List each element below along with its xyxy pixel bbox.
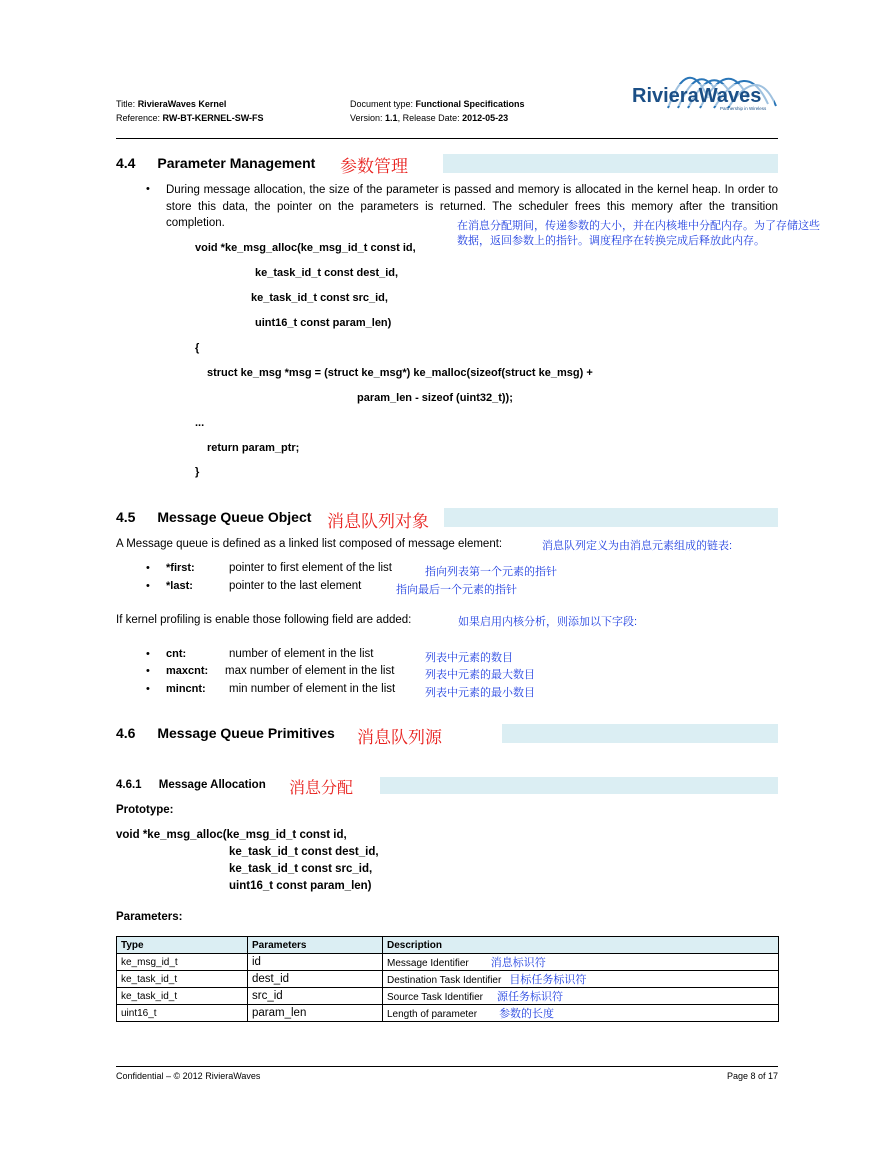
s45-profiling-cn: 如果启用内核分析，则添加以下字段: [458,616,638,628]
section-4-6-1-title-cn: 消息分配 [289,780,354,797]
table-cell: Message Identifier 消息标识符 [383,954,779,971]
table-header-row [117,937,779,954]
table-row [117,971,779,988]
code-line: ... [195,417,205,429]
proto-line: ke_task_id_t const dest_id, [229,846,379,858]
table-cell: dest_id [248,971,383,988]
header-title: Title: RivieraWaves Kernel [116,99,227,109]
field-desc: max number of element in the list [225,665,395,677]
code-line: param_len - sizeof (uint32_t)); [357,392,513,404]
bullet-dot: • [146,562,150,574]
field-cn: 列表中元素的最大数目 [425,669,535,681]
section-4-4-title-cn: 参数管理 [340,157,408,176]
header-doctype: Document type: Functional Specifications [350,99,525,109]
table-cell: Source Task Identifier 源任务标识符 [383,988,779,1005]
proto-line: void *ke_msg_alloc(ke_msg_id_t const id, [116,829,347,841]
table-header: Description [383,937,779,954]
table-cell: src_id [248,988,383,1005]
section-4-6-heading: 4.6 Message Queue Primitives [116,725,335,741]
parameters-label: Parameters: [116,911,183,923]
rivierawaves-logo [628,58,778,120]
code-line: uint16_t const param_len) [255,317,392,329]
table-cell: id [248,954,383,971]
table-cell: uint16_t [117,1005,248,1022]
field-name: mincnt: [166,683,206,695]
bullet-dot: • [146,183,150,195]
table-cell-cn: 源任务标识符 [496,991,563,1003]
prototype-label: Prototype: [116,804,174,816]
field-desc: min number of element in the list [229,683,396,695]
table-row [117,954,779,971]
bullet-dot: • [146,580,150,592]
code-line: void *ke_msg_alloc(ke_msg_id_t const id, [195,242,416,254]
table-cell-cn: 参数的长度 [499,1008,555,1020]
bullet-dot: • [146,648,150,660]
footer-rule [116,1066,778,1067]
field-desc: number of element in the list [229,648,374,660]
parameters-table [116,936,779,1022]
s45-profiling: If kernel profiling is enable those following field are added: [116,614,412,626]
table-cell: ke_msg_id_t [117,954,248,971]
field-cn: 列表中元素的最小数目 [425,687,535,699]
field-cn: 列表中元素的数目 [425,652,513,664]
field-cn: 指向列表第一个元素的指针 [425,566,557,578]
proto-line: uint16_t const param_len) [229,880,372,892]
section-4-5-title-cn: 消息队列对象 [327,512,429,531]
table-cell: param_len [248,1005,383,1022]
s45-intro: A Message queue is defined as a linked list composed of message element: [116,538,503,550]
field-desc: pointer to the last element [229,580,362,592]
table-cell-cn: 消息标识符 [490,957,546,969]
code-line: ke_task_id_t const src_id, [251,292,388,304]
s44-paragraph: During message allocation, the size of the parameter is passed and memory is allocated in the kernel heap. In order to store this data, the pointer on the parameters is returned. The scheduler frees this memory after the transition completion. [166,184,778,229]
table-header: Type [117,937,248,954]
header-version: Version: 1.1, Release Date: 2012-05-23 [350,113,509,123]
table-cell: Length of parameter 参数的长度 [383,1005,779,1022]
code-line: { [195,342,200,354]
table-cell: ke_task_id_t [117,971,248,988]
svg-text:Partnership in Wireless: Partnership in Wireless [720,106,767,111]
header-rule [116,138,778,139]
table-cell: Destination Task Identifier 目标任务标识符 [383,971,779,988]
footer-confidential: Confidential – © 2012 RivieraWaves [116,1071,261,1081]
code-line: return param_ptr; [207,442,300,454]
code-line: } [195,466,200,478]
s44-note: 在消息分配期间，传递参数的大小，并在内核堆中分配内存。为了存储这些 数据，返回参数上的指针。调度程序在转换完成后释放此内存。 [457,220,820,247]
svg-text:RivieraWaves: RivieraWaves [632,85,762,107]
code-line: ke_task_id_t const dest_id, [255,267,399,279]
table-row [117,1005,779,1022]
s45-intro-cn: 消息队列定义为由消息元素组成的链表: [542,540,733,552]
code-line: struct ke_msg *msg = (struct ke_msg*) ke_malloc(sizeof(struct ke_msg) + [207,367,593,379]
table-cell-cn: 目标任务标识符 [509,974,587,986]
section-4-6-1-heading: 4.6.1 Message Allocation [116,779,266,791]
section-4-4-heading: 4.4 Parameter Management [116,155,316,171]
table-header: Parameters [248,937,383,954]
footer-page-number: Page 8 of 17 [726,1071,778,1081]
field-name: *first: [166,562,195,574]
field-name: maxcnt: [166,665,209,677]
field-desc: pointer to first element of the list [229,562,392,574]
table-row [117,988,779,1005]
bullet-dot: • [146,683,150,695]
field-cn: 指向最后一个元素的指针 [396,584,517,596]
section-4-5-heading: 4.5 Message Queue Object [116,509,312,525]
field-name: cnt: [166,648,187,660]
field-name: *last: [166,580,193,592]
bullet-dot: • [146,665,150,677]
proto-line: ke_task_id_t const src_id, [229,863,373,875]
table-cell: ke_task_id_t [117,988,248,1005]
section-4-6-title-cn: 消息队列源 [357,728,442,747]
header-reference: Reference: RW-BT-KERNEL-SW-FS [116,113,264,123]
